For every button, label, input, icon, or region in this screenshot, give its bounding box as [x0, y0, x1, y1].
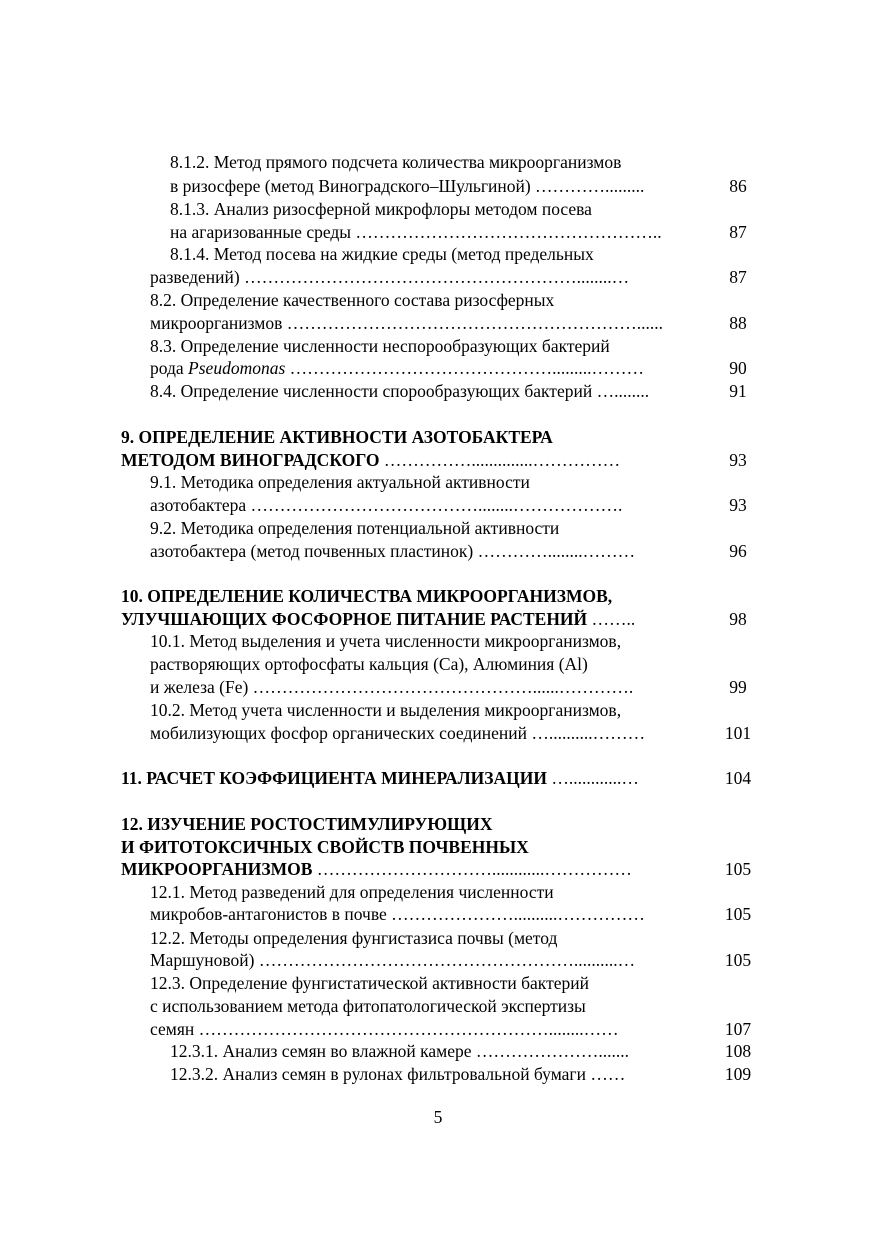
toc-page-number: 108 [724, 1041, 752, 1061]
genus-name: Pseudomonas [188, 358, 286, 378]
toc-page-number: 98 [729, 609, 747, 629]
toc-line: в ризосфере (метод Виноградского–Шульгиной) …………......... [170, 176, 645, 196]
toc-chapter-heading: И ФИТОТОКСИЧНЫХ СВОЙСТВ ПОЧВЕННЫХ [121, 837, 529, 857]
toc-line: и железа (Fe) …………………………………………......…………. [150, 677, 634, 697]
toc-line: 8.1.3. Анализ ризосферной микрофлоры методом посева [170, 199, 592, 219]
toc-line: МЕТОДОМ ВИНОГРАДСКОГО ……………..............…………… [121, 450, 621, 470]
toc-line: Маршуновой) ………………………………………………..........… [150, 950, 636, 970]
toc-line: 8.1.4. Метод посева на жидкие среды (метод предельных [170, 244, 594, 264]
toc-line: семян ……………………………………………………........…… [150, 1019, 619, 1039]
toc-line: 8.2. Определение качественного состава ризосферных [150, 290, 555, 310]
toc-page-number: 88 [729, 313, 747, 333]
toc-line: УЛУЧШАЮЩИХ ФОСФОРНОЕ ПИТАНИЕ РАСТЕНИЙ …….. [121, 609, 636, 629]
toc-line: 8.3. Определение численности неспорообразующих бактерий [150, 336, 610, 356]
toc-page-number: 91 [729, 381, 747, 401]
toc-line: 12.2. Методы определения фунгистазиса почвы (метод [150, 928, 558, 948]
toc-line: 12.1. Метод разведений для определения численности [150, 882, 554, 902]
toc-line: с использованием метода фитопатологической экспертизы [150, 996, 586, 1016]
toc-line: 10.2. Метод учета численности и выделения микроорганизмов, [150, 700, 622, 720]
toc-line: 10.1. Метод выделения и учета численности микроорганизмов, [150, 631, 622, 651]
toc-chapter-heading: 9. ОПРЕДЕЛЕНИЕ АКТИВНОСТИ АЗОТОБАКТЕРА [121, 427, 553, 447]
toc-page-number: 104 [724, 768, 752, 788]
toc-line: 9.1. Методика определения актуальной активности [150, 472, 530, 492]
toc-page-number: 87 [729, 222, 747, 242]
toc-chapter-heading: 10. ОПРЕДЕЛЕНИЕ КОЛИЧЕСТВА МИКРООРГАНИЗМОВ, [121, 586, 613, 606]
toc-chapter-heading: 12. ИЗУЧЕНИЕ РОСТОСТИМУЛИРУЮЩИХ [121, 814, 493, 834]
toc-line: 12.3. Определение фунгистатической активности бактерий [150, 973, 589, 993]
toc-line: 12.3.2. Анализ семян в рулонах фильтровальной бумаги …… [170, 1064, 626, 1084]
toc-page-number: 105 [724, 859, 752, 879]
toc-line: на агаризованные среды …………………………………………….. [170, 222, 662, 242]
toc-line: азотобактера (метод почвенных пластинок) …………........……… [150, 541, 636, 561]
toc-page-number: 90 [729, 358, 747, 378]
toc-page-number: 86 [729, 176, 747, 196]
toc-line: 11. РАСЧЕТ КОЭФФИЦИЕНТА МИНЕРАЛИЗАЦИИ …............… [121, 768, 639, 788]
toc-page-number: 109 [724, 1064, 752, 1084]
toc-page-number: 93 [729, 495, 747, 515]
toc-page-number: 105 [724, 950, 752, 970]
toc-line: растворяющих ортофосфаты кальция (Ca), Алюминия (Al) [150, 654, 588, 674]
toc-line: рода Pseudomonas ……………………………………….........……… [150, 358, 645, 378]
toc-line: МИКРООРГАНИЗМОВ …………………………............…………… [121, 859, 632, 879]
toc-line: азотобактера …………………………………........………………. [150, 495, 623, 515]
page-footer-number: 5 [433, 1107, 443, 1127]
toc-page-number: 99 [729, 677, 747, 697]
toc-line: микробов-антагонистов в почве …………………..........…………… [150, 904, 645, 924]
toc-page-number: 105 [724, 904, 752, 924]
toc-page-number: 87 [729, 267, 747, 287]
toc-line: разведений) …………………………………………………........… [150, 267, 630, 287]
toc-line: 12.3.1. Анализ семян во влажной камере …………………....... [170, 1041, 630, 1061]
toc-line: 9.2. Методика определения потенциальной активности [150, 518, 560, 538]
toc-page-number: 93 [729, 450, 747, 470]
toc-line: 8.1.2. Метод прямого подсчета количества микроорганизмов [170, 152, 622, 172]
toc-page-number: 107 [724, 1019, 752, 1039]
toc-page-number: 101 [724, 723, 752, 743]
toc-line: 8.4. Определение численности спорообразующих бактерий …........ [150, 381, 650, 401]
toc-page-number: 96 [729, 541, 747, 561]
toc-line: мобилизующих фосфор органических соединений …..........……… [150, 723, 646, 743]
toc-line: микроорганизмов ……………………………………………………...... [150, 313, 663, 333]
